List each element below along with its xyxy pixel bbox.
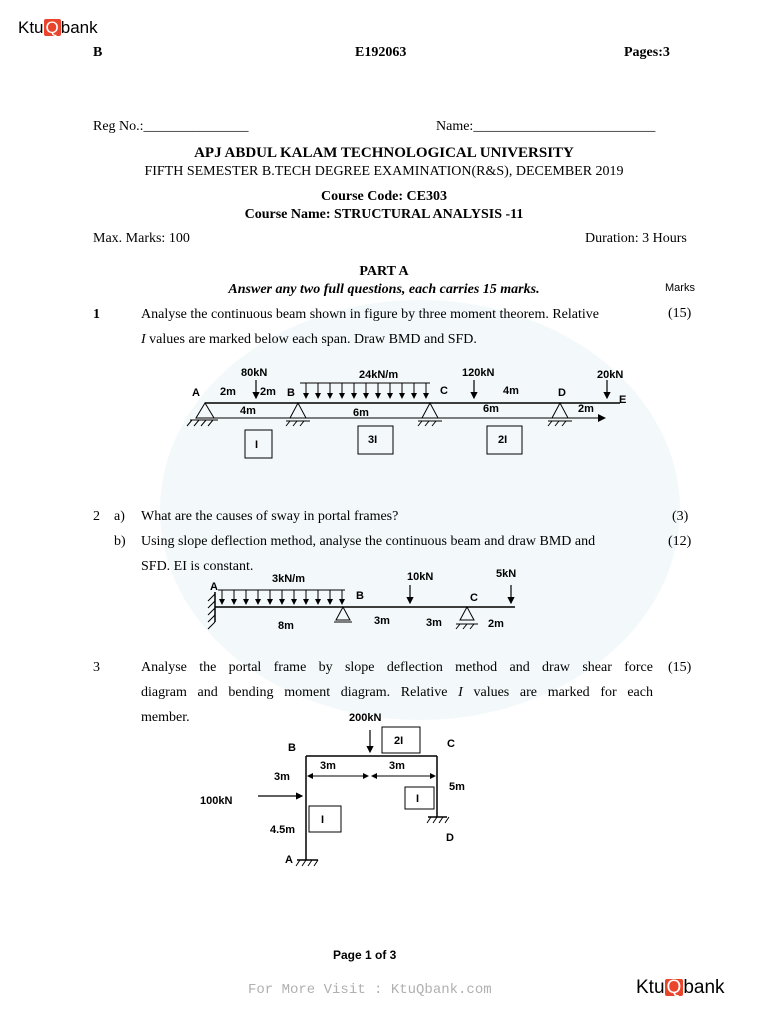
fig3-label-b: B: [288, 742, 296, 754]
name-field: Name:__________________________: [436, 119, 656, 134]
fig1-span-2: 6m: [353, 407, 369, 419]
max-marks: Max. Marks: 100: [93, 231, 190, 246]
q2a-label: a): [114, 509, 125, 524]
logo-text-post: bank: [60, 18, 98, 37]
logo-bottom-pre: Ktu: [636, 977, 665, 998]
fig3-height-2: 4.5m: [270, 824, 296, 836]
fig3-load-100-label: 100kN: [200, 795, 233, 807]
fig1-load-120-label: 120kN: [462, 367, 495, 379]
course-code: Course Code: CE303: [321, 189, 447, 204]
fig1-dim-3: 4m: [503, 385, 519, 397]
q1-line2-text: values are marked below each span. Draw BMD and SFD.: [145, 332, 477, 347]
q1-line1: Analyse the continuous beam shown in figure by three moment theorem. Relative: [141, 307, 599, 322]
fig1-i-2: 3I: [368, 434, 378, 446]
fig1-load-80-label: 80kN: [241, 367, 268, 379]
logo-bottom-q-mark: Q: [666, 977, 682, 998]
fig2-label-b: B: [356, 590, 364, 602]
fig2-udl-label: 3kN/m: [272, 573, 306, 585]
fig3-label-c: C: [447, 738, 455, 750]
q3-line2b: values are marked for each: [462, 685, 653, 700]
fig2-label-c: C: [470, 592, 478, 604]
reg-no-field: Reg No.:_______________: [93, 119, 249, 134]
q3-line1: Analyse the portal frame by slope deflection method and draw shear force: [141, 660, 653, 675]
paper-set: B: [93, 45, 103, 60]
fig3-fixed-support-d: [427, 817, 449, 823]
page-number: Page 1 of 3: [333, 948, 397, 962]
fig3-i-left: I: [321, 814, 325, 826]
fig3-i-beam: 2I: [394, 735, 404, 747]
logo-text-pre: Ktu: [18, 18, 44, 37]
exam-title: FIFTH SEMESTER B.TECH DEGREE EXAMINATION(R&S), DECEMBER 2019: [144, 164, 624, 179]
q2a-marks: (3): [672, 509, 689, 524]
q3-marks: (15): [668, 660, 692, 675]
fig2-label-a: A: [210, 581, 218, 593]
q2b-marks: (12): [668, 534, 692, 549]
q3-line3: member.: [141, 710, 190, 725]
fig2-span-1: 8m: [278, 620, 294, 632]
marks-column-heading: Marks: [665, 282, 695, 294]
q2b-label: b): [114, 534, 126, 549]
fig1-i-1: I: [255, 439, 259, 451]
q2b-line1: Using slope deflection method, analyse the continuous beam and draw BMD and: [141, 534, 596, 549]
part-instruction: Answer any two full questions, each carries 15 marks.: [228, 282, 540, 297]
q1-number: 1: [93, 307, 100, 322]
ktuqbank-logo-bottom: [636, 977, 725, 999]
fig1-label-d: D: [558, 387, 566, 399]
ktuqbank-logo-top: [18, 18, 98, 38]
fig2-span-2: 3m: [374, 615, 390, 627]
fig1-i-3: 2I: [498, 434, 508, 446]
fig3-ibox-right: [405, 787, 434, 809]
fig3-i-right: I: [416, 793, 420, 805]
fig3-dim-2: 3m: [389, 760, 405, 772]
fig3-label-d: D: [446, 832, 454, 844]
fig3-ibox-left: [309, 806, 341, 832]
fig1-dim-1: 2m: [220, 386, 236, 398]
university-title: APJ ABDUL KALAM TECHNOLOGICAL UNIVERSITY: [194, 145, 574, 161]
fig3-load-200-label: 200kN: [349, 712, 382, 724]
fig3-label-a: A: [285, 854, 293, 866]
page-count: Pages:3: [624, 45, 670, 60]
logo-bottom-post: bank: [683, 977, 725, 998]
fig2-load-5-label: 5kN: [496, 568, 517, 580]
paper-code: E192063: [355, 45, 407, 60]
fig1-span-3: 6m: [483, 403, 499, 415]
fig1-dim-4: 2m: [578, 403, 594, 415]
fig1-dim-2: 2m: [260, 386, 276, 398]
q1-marks: (15): [668, 306, 692, 321]
fig1-span-1: 4m: [240, 405, 256, 417]
fig3-fixed-support-a: [296, 860, 318, 866]
q1-italic-i: I: [141, 332, 146, 347]
q3-line2a: diagram and bending moment diagram. Relative: [141, 685, 459, 700]
fig2-span-4: 2m: [488, 618, 504, 630]
fig1-load-20-label: 20kN: [597, 369, 624, 381]
fig1-label-e: E: [619, 394, 627, 406]
logo-q-mark: Q: [45, 18, 59, 37]
q3-italic-i: I: [458, 685, 463, 700]
part-heading: PART A: [359, 264, 409, 279]
fig2-load-10-label: 10kN: [407, 571, 434, 583]
footer-visit-link[interactable]: For More Visit : KtuQbank.com: [248, 982, 492, 998]
q2b-line2: SFD. EI is constant.: [141, 559, 254, 574]
fig1-label-c: C: [440, 385, 448, 397]
fig1-udl-label: 24kN/m: [359, 369, 399, 381]
duration: Duration: 3 Hours: [585, 231, 687, 246]
q2-number: 2: [93, 509, 100, 524]
fig3-height-3: 5m: [449, 781, 465, 793]
q3-number: 3: [93, 660, 100, 675]
fig3-height-1: 3m: [274, 771, 290, 783]
course-name: Course Name: STRUCTURAL ANALYSIS -11: [244, 207, 524, 222]
q2a-text: What are the causes of sway in portal frames?: [141, 509, 399, 524]
fig2-span-3: 3m: [426, 617, 442, 629]
fig1-label-a: A: [192, 387, 200, 399]
fig3-dim-1: 3m: [320, 760, 336, 772]
fig1-label-b: B: [287, 387, 295, 399]
